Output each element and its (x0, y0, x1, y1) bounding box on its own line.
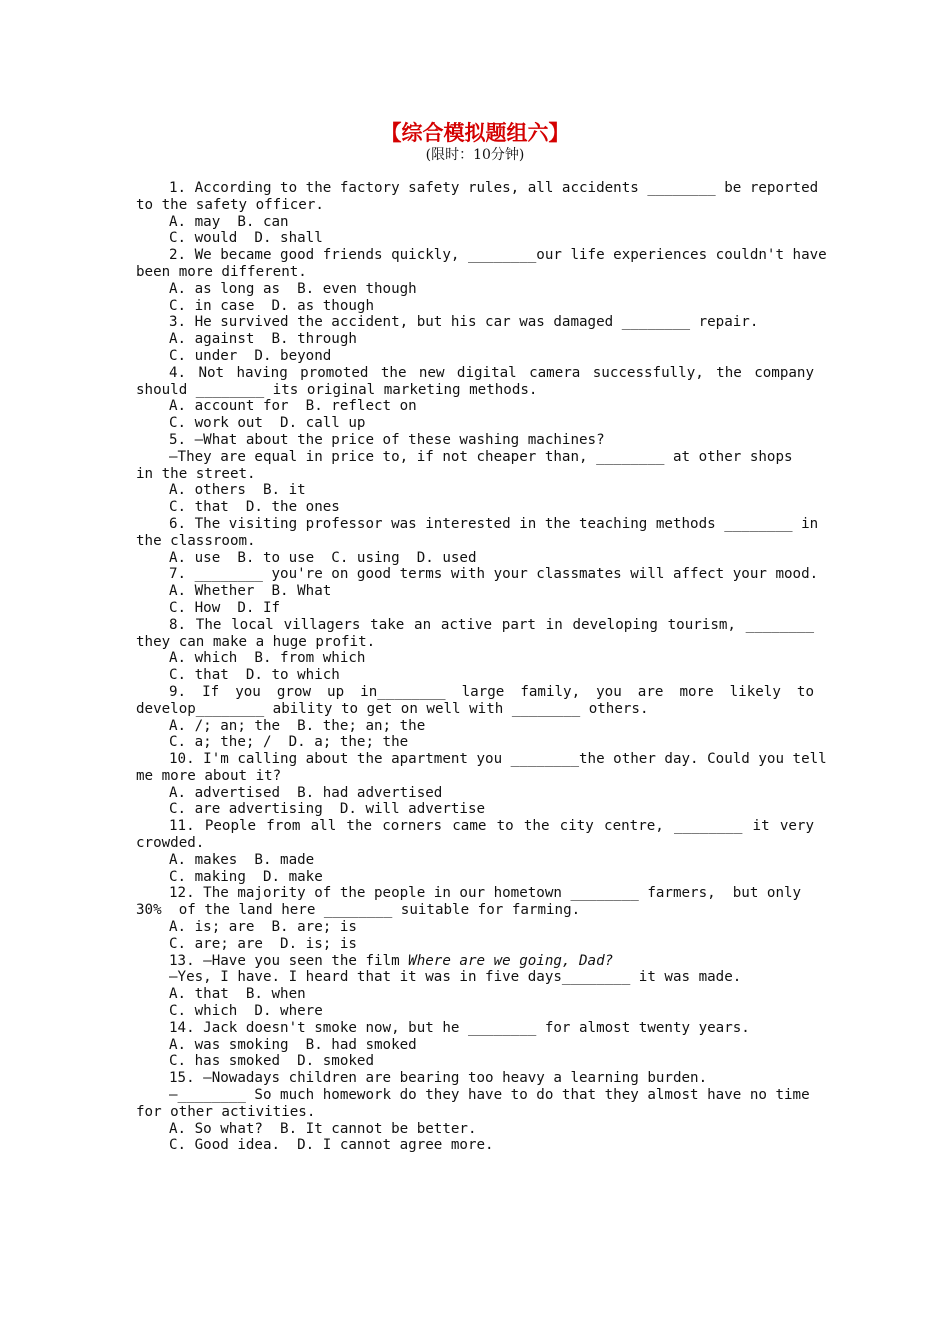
question-13-options-cd: C. which D. where (169, 1003, 323, 1020)
question-13-options-ab: A. that B. when (169, 986, 306, 1003)
question-1-options-cd: C. would D. shall (169, 230, 323, 247)
question-5-dialogue-cont: in the street. (136, 465, 256, 482)
question-7-options-cd: C. How D. If (169, 599, 281, 616)
question-10-stem-cont: me more about it? (136, 767, 282, 784)
film-title: Where are we going, Dad? (408, 952, 614, 969)
question-5-dialogue: —They are equal in price to, if not cheaper than, ________ at other shops (169, 448, 793, 465)
question-1-stem-cont: to the safety officer. (136, 196, 324, 213)
question-12-stem-cont: 30% of the land here ________ suitable for farming. (136, 902, 581, 919)
question-11-options-ab: A. makes B. made (169, 851, 315, 868)
question-9-options-cd: C. a; the; / D. a; the; the (169, 734, 409, 751)
question-15-options-cd: C. Good idea. D. I cannot agree more. (169, 1137, 494, 1154)
question-1-options-ab: A. may B. can (169, 213, 289, 230)
question-8-stem: 8. The local villagers take an active part in developing tourism, ________ (169, 616, 814, 633)
question-12-options-ab: A. is; are B. are; is (169, 919, 357, 936)
question-14-stem: 14. Jack doesn't smoke now, but he ________ for almost twenty years. (169, 1019, 750, 1036)
question-11-options-cd: C. making D. make (169, 868, 323, 885)
question-5-stem: 5. —What about the price of these washing machines? (169, 431, 605, 448)
question-10-options-ab: A. advertised B. had advertised (169, 784, 443, 801)
question-12-stem: 12. The majority of the people in our hometown ________ farmers, but only (169, 885, 802, 902)
question-13-stem (136, 953, 814, 970)
question-8-options-cd: C. that D. to which (169, 667, 340, 684)
question-12-options-cd: C. are; are D. is; is (169, 935, 357, 952)
question-14-options-ab: A. was smoking B. had smoked (169, 1036, 417, 1053)
question-1-stem: 1. According to the factory safety rules, all accidents ________ be reported (169, 180, 819, 196)
question-2-options-ab: A. as long as B. even though (169, 280, 417, 297)
question-15-dialogue-cont: for other activities. (136, 1103, 316, 1120)
question-10-options-cd: C. are advertising D. will advertise (169, 801, 486, 818)
question-9-stem: 9. If you grow up in________ large family, you are more likely to (169, 683, 814, 700)
question-5-options-cd: C. that D. the ones (169, 499, 340, 516)
question-2-options-cd: C. in case D. as though (169, 297, 374, 314)
question-6-stem-cont: the classroom. (136, 532, 256, 549)
question-7-stem: 7. ________ you're on good terms with your classmates will affect your mood. (169, 566, 819, 583)
question-7-options-ab: A. Whether B. What (169, 583, 332, 600)
question-3-options-cd: C. under D. beyond (169, 347, 332, 364)
question-11-stem-cont: crowded. (136, 835, 205, 852)
question-6-options: A. use B. to use C. using D. used (169, 549, 477, 566)
question-5-options-ab: A. others B. it (169, 482, 306, 499)
question-2-stem-cont: been more different. (136, 263, 307, 280)
question-4-stem-cont: should ________ its original marketing methods. (136, 381, 538, 398)
question-15-dialogue: —________ So much homework do they have to do that they almost have no time (169, 1087, 810, 1104)
question-list (136, 180, 827, 1154)
question-3-stem: 3. He survived the accident, but his car was damaged ________ repair. (169, 314, 759, 331)
page-title: 【综合模拟题组六】 (380, 121, 570, 145)
question-6-stem: 6. The visiting professor was interested in the teaching methods ________ in (169, 515, 819, 532)
question-15-options-ab: A. So what? B. It cannot be better. (169, 1120, 477, 1137)
question-4-stem: 4. Not having promoted the new digital camera successfully, the company (169, 364, 814, 381)
question-13-dialogue: —Yes, I have. I heard that it was in five days________ it was made. (169, 969, 742, 986)
question-2-stem: 2. We became good friends quickly, ________our life experiences couldn't have (169, 247, 827, 264)
question-8-options-ab: A. which B. from which (169, 650, 366, 667)
question-4-options-cd: C. work out D. call up (169, 415, 366, 432)
question-13-stem-text: 13. —Have you seen the film (169, 952, 409, 969)
question-14-options-cd: C. has smoked D. smoked (169, 1053, 374, 1070)
question-3-options-ab: A. against B. through (169, 331, 357, 348)
question-9-stem-cont: develop________ ability to get on well with ________ others. (136, 700, 649, 717)
question-10-stem: 10. I'm calling about the apartment you ________the other day. Could you tell (169, 751, 827, 768)
question-4-options-ab: A. account for B. reflect on (169, 398, 417, 415)
question-8-stem-cont: they can make a huge profit. (136, 633, 376, 650)
question-11-stem: 11. People from all the corners came to the city centre, ________ it very (169, 818, 814, 835)
time-limit: (限时：10分钟) (425, 147, 525, 163)
question-9-options-ab: A. /; an; the B. the; an; the (169, 717, 426, 734)
question-15-stem: 15. —Nowadays children are bearing too heavy a learning burden. (169, 1070, 708, 1087)
